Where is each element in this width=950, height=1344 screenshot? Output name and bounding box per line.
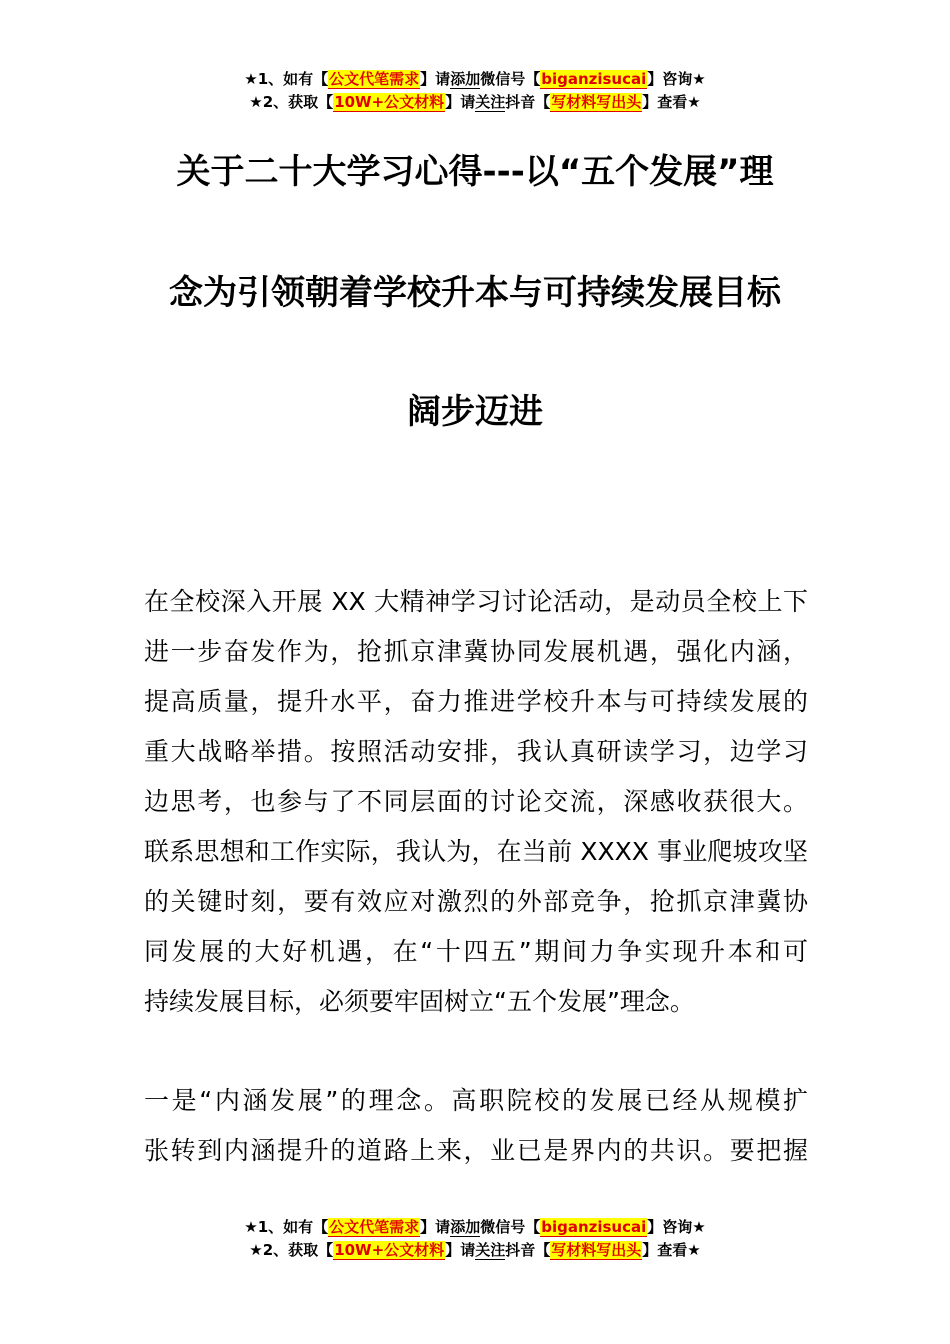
text-line: 提高质量，提升水平，奋力推进学校升本与可持续发展的 [144, 687, 808, 716]
text-line: 进一步奋发作为，抢抓京津冀协同发展机遇，强化内涵， [144, 637, 808, 666]
materials-highlight: 10W+公文材料 [334, 1241, 445, 1259]
text-line: 持续发展目标，必须要牢固树立“五个发展”理念。 [144, 987, 695, 1016]
text-line: 联系思想和工作实际，我认为，在当前 XXXX 事业爬坡攻坚 [144, 837, 808, 866]
banner-line-1: ★1、如有【公文代笔需求】请添加微信号【biganzisucai】咨询★ [244, 70, 706, 88]
paragraph-first-point [144, 1076, 808, 1176]
text-line: 同发展的大好机遇，在“十四五”期间力争实现升本和可 [144, 937, 808, 966]
banner-line-2: ★2、获取【10W+公文材料】请关注抖音【写材料写出头】查看★ [249, 93, 701, 111]
document-title-line-2: 念为引领朝着学校升本与可持续发展目标 [169, 273, 781, 313]
douyin-id-highlight: 写材料写出头 [551, 1241, 642, 1259]
text-line: 边思考，也参与了不同层面的讨论交流，深感收获很大。 [144, 787, 808, 816]
text-line: 一是“内涵发展”的理念。高职院校的发展已经从规模扩 [144, 1086, 808, 1115]
text-line: 的关键时刻，要有效应对激烈的外部竞争，抢抓京津冀协 [144, 887, 808, 916]
wechat-id-highlight: biganzisucai [541, 70, 647, 88]
text-line: 重大战略举措。按照活动安排，我认真研读学习，边学习 [144, 737, 808, 766]
materials-highlight: 10W+公文材料 [334, 93, 445, 111]
wechat-id-highlight: biganzisucai [541, 1218, 647, 1236]
text-line: 张转到内涵提升的道路上来，业已是界内的共识。要把握 [144, 1136, 808, 1165]
banner-line-1: ★1、如有【公文代笔需求】请添加微信号【biganzisucai】咨询★ [244, 1218, 706, 1236]
document-title-line-1: 关于二十大学习心得---以“五个发展”理 [176, 152, 774, 192]
document-title-line-3: 阔步迈进 [407, 392, 543, 432]
douyin-id-highlight: 写材料写出头 [551, 93, 642, 111]
footer-banner [0, 1216, 950, 1262]
service-highlight: 公文代笔需求 [329, 70, 420, 88]
text-line: 在全校深入开展 XX 大精神学习讨论活动，是动员全校上下 [144, 587, 808, 616]
service-highlight: 公文代笔需求 [329, 1218, 420, 1236]
banner-line-2: ★2、获取【10W+公文材料】请关注抖音【写材料写出头】查看★ [249, 1241, 701, 1259]
paragraph-intro [144, 577, 808, 1027]
header-banner [0, 68, 950, 114]
